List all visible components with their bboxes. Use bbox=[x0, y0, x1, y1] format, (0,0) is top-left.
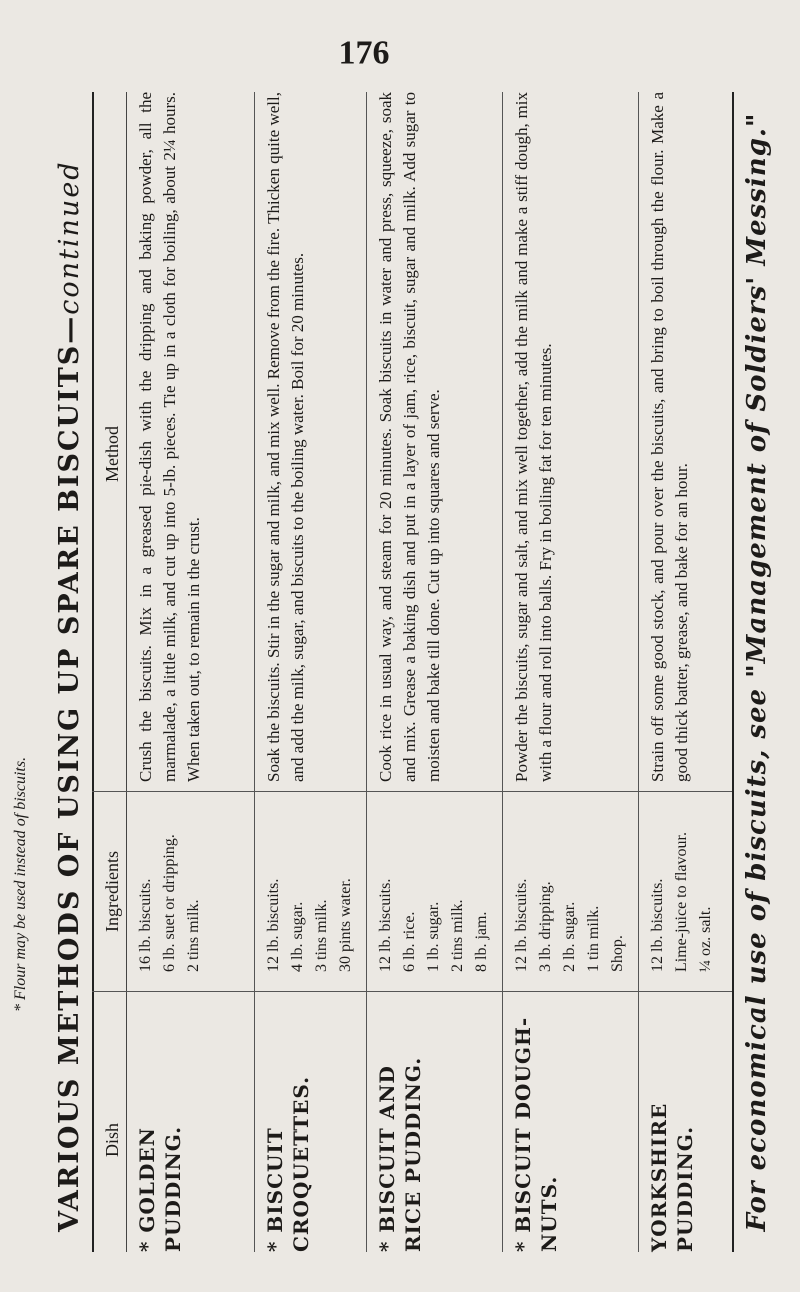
ingredients-list bbox=[646, 802, 718, 972]
ingredient: 2 tins milk. bbox=[185, 899, 202, 972]
dish-name: * BISCUIT AND RICE PUDDING. bbox=[375, 1056, 425, 1252]
ingredient: 12 lb. biscuits. bbox=[513, 878, 530, 972]
ingredients-list bbox=[134, 802, 206, 972]
method-text: Crush the biscuits. Mix in a greased pie-dish with the dripping and baking powder, all the marmalade, a little milk, and cut up into 5-lb. pieces. Tie up in a cloth for boiling, about 2¼ hours. When taken out, to remain in the crust. bbox=[136, 92, 203, 782]
row-divider bbox=[254, 92, 255, 1252]
ingredient: 12 lb. biscuits. bbox=[265, 878, 282, 972]
column-headers bbox=[96, 92, 126, 1252]
method-text: Cook rice in usual way, and steam for 20 minutes. Soak biscuits in water and press, squeeze, soak and mix. Grease a baking dish and put in a layer of jam, rice, biscuit, sugar and milk. Add sugar to moisten and bake till done. Cut up into squares and serve. bbox=[376, 92, 443, 782]
ingredient: 30 pints water. bbox=[337, 878, 354, 972]
ingredients-list bbox=[374, 802, 494, 972]
ingredients-list bbox=[262, 802, 358, 972]
ingredient: Lime-juice to flavour. bbox=[673, 832, 690, 972]
ingredient: 12 lb. biscuits. bbox=[649, 878, 666, 972]
ingredient: 1 tin milk. bbox=[585, 905, 602, 972]
title-main: VARIOUS METHODS OF USING UP SPARE BISCUITS— bbox=[54, 314, 85, 1232]
ingredient: 16 lb. biscuits. bbox=[137, 878, 154, 972]
footnote: * Flour may be used instead of biscuits. bbox=[12, 756, 29, 1012]
method-text: Powder the biscuits, sugar and salt, and mix well together, add the milk and make a stiff dough, mix with a flour and roll into balls. Fry in boiling fat for ten minutes. bbox=[512, 92, 555, 782]
ingredient: 8 lb. jam. bbox=[473, 911, 490, 972]
dish-name: * BISCUIT CROQUETTES. bbox=[263, 1075, 313, 1252]
ingredient: 3 tins milk. bbox=[313, 899, 330, 972]
ingredient: 6 lb. suet or dripping. bbox=[161, 834, 178, 972]
ingredient: 2 lb. sugar. bbox=[561, 901, 578, 972]
column-divider-2 bbox=[92, 791, 732, 792]
dish-name: YORKSHIRE PUDDING. bbox=[647, 1102, 697, 1252]
ingredients-list bbox=[510, 802, 630, 972]
title-note: For economical use of biscuits, see "Management of Soldiers' Messing." bbox=[742, 112, 772, 1232]
dish-name: * BISCUIT DOUGH-NUTS. bbox=[511, 1016, 561, 1252]
column-divider-1 bbox=[92, 991, 732, 992]
header-rule bbox=[126, 92, 127, 1252]
ingredient: 12 lb. biscuits. bbox=[377, 878, 394, 972]
top-rule bbox=[92, 92, 94, 1252]
row-divider bbox=[366, 92, 367, 1252]
row-divider bbox=[638, 92, 639, 1252]
row-divider bbox=[502, 92, 503, 1252]
ingredient: 3 lb. dripping. bbox=[537, 881, 554, 972]
page-number: 176 bbox=[338, 34, 390, 72]
ingredient: ¼ oz. salt. bbox=[697, 906, 714, 972]
page-title bbox=[54, 112, 85, 1232]
header-method: Method bbox=[102, 426, 122, 482]
header-dish: Dish bbox=[102, 1122, 122, 1157]
ingredient: 2 tins milk. bbox=[449, 899, 466, 972]
ingredient: 4 lb. sugar. bbox=[289, 901, 306, 972]
ingredient: 1 lb. sugar. bbox=[425, 901, 442, 972]
title-continued: continued bbox=[54, 160, 85, 315]
method-text: Soak the biscuits. Stir in the sugar and milk, and mix well. Remove from the fire. Thicken quite well, and add the milk, sugar, and biscuits to the boiling water. Boil for 20 minutes. bbox=[264, 92, 307, 782]
dish-name: * GOLDEN PUDDING. bbox=[135, 1125, 185, 1252]
header-ingredients: Ingredients bbox=[102, 851, 122, 932]
ingredient: Shop. bbox=[609, 935, 626, 972]
bottom-rule bbox=[732, 92, 734, 1252]
method-text: Strain off some good stock, and pour over the biscuits, and bring to boil through the flour. Make a good thick batter, grease, and bake for an hour. bbox=[648, 92, 691, 782]
ingredient: 6 lb. rice. bbox=[401, 911, 418, 972]
